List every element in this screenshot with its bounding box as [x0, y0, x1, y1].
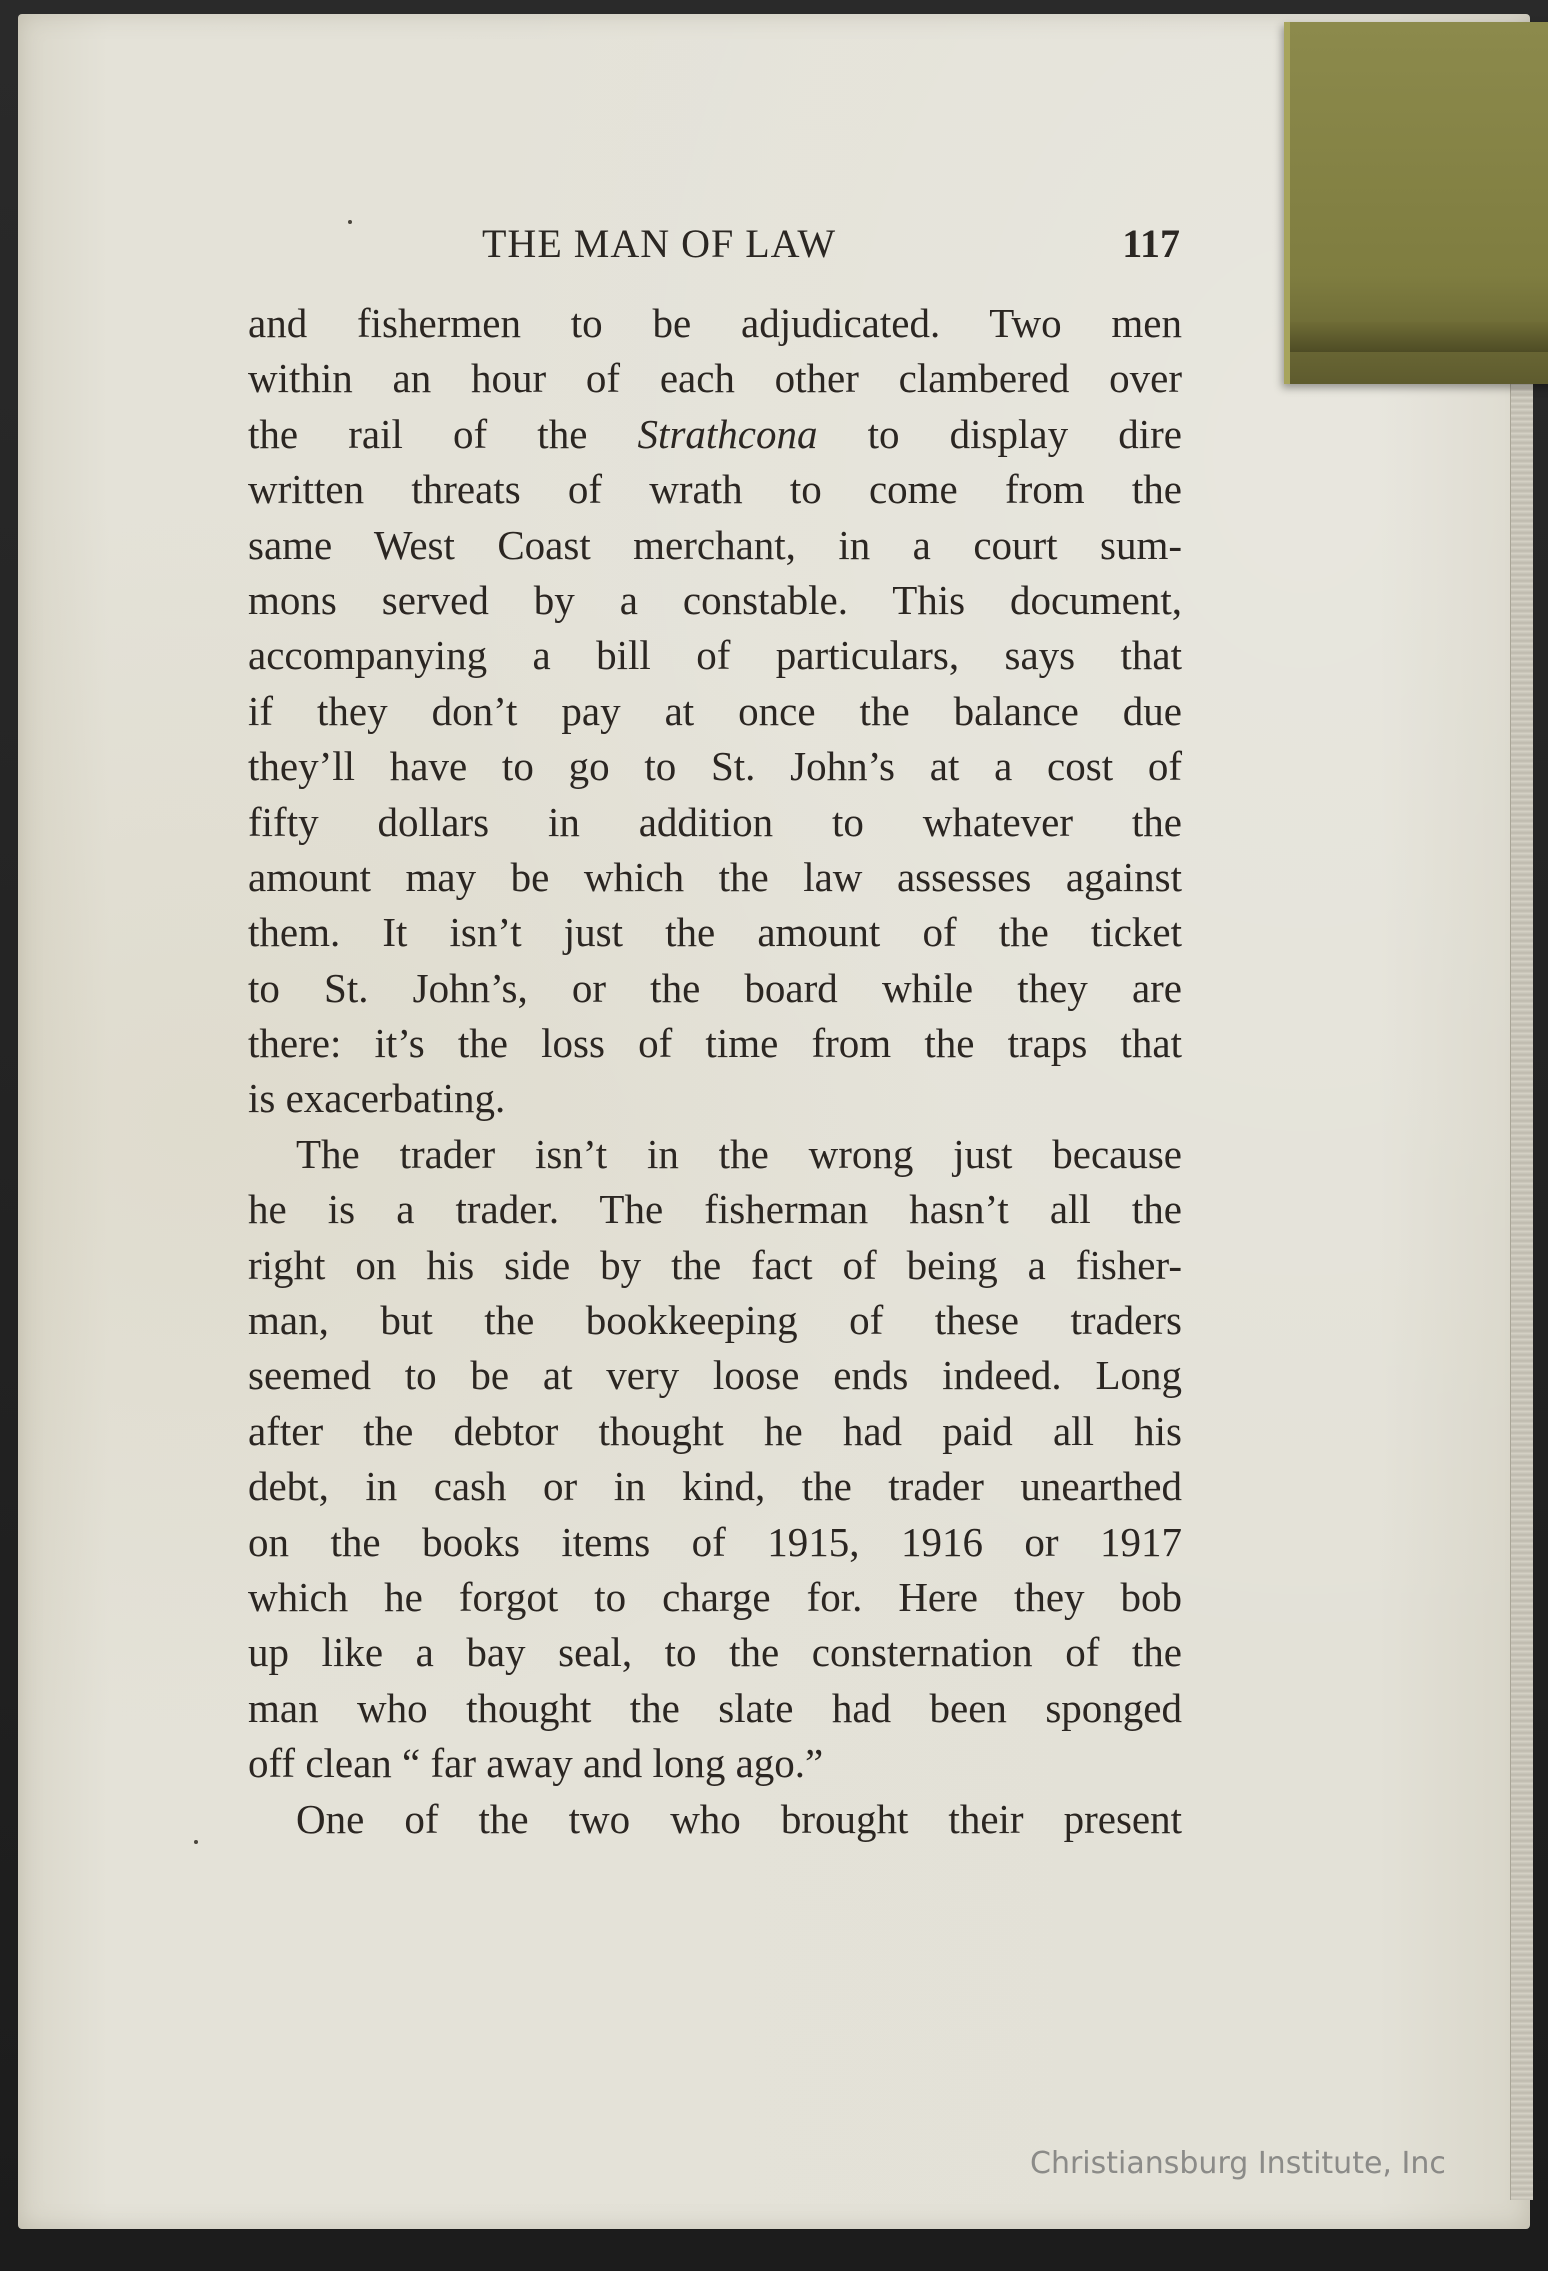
- text-line: and fishermen to be adjudicated. Two men: [248, 300, 1182, 346]
- text-line: debt, in cash or in kind, the trader unearthed: [248, 1463, 1182, 1510]
- text-line: within an hour of each other clambered over: [248, 355, 1182, 402]
- text-line: on the books items of 1915, 1916 or 1917: [248, 1518, 1182, 1565]
- text-line: if they don’t pay at once the balance due: [248, 687, 1182, 734]
- text-line: up like a bay seal, to the consternation of the: [248, 1629, 1182, 1676]
- text-line: is exacerbating.: [248, 1075, 506, 1122]
- ribbon-band: [1290, 322, 1548, 352]
- text-line: he is a trader. The fisherman hasn’t all the: [248, 1186, 1182, 1233]
- text-line: to St. John’s, or the board while they are: [248, 964, 1182, 1011]
- text-line: right on his side by the fact of being a fisher-: [248, 1241, 1182, 1288]
- text-line: after the debtor thought he had paid all his: [248, 1407, 1182, 1454]
- text-line: them. It isn’t just the amount of the ticket: [248, 909, 1182, 956]
- text-line: off clean “ far away and long ago.”: [248, 1740, 824, 1787]
- page-edge: [1510, 380, 1533, 2200]
- ship-name: Strathcona: [637, 410, 818, 457]
- watermark-text: Christiansburg Institute, Inc: [1030, 2146, 1446, 2181]
- bookmark-ribbon: [1284, 22, 1548, 384]
- text-line: fifty dollars in addition to whatever the: [248, 798, 1182, 845]
- text-line: which he forgot to charge for. Here they bob: [248, 1573, 1182, 1620]
- text-line: The trader isn’t in the wrong just because: [296, 1130, 1182, 1177]
- text-line: amount may be which the law assesses against: [248, 853, 1182, 900]
- text-line: man, but the bookkeeping of these traders: [248, 1297, 1182, 1344]
- text-line: One of the two who brought their present: [296, 1795, 1182, 1842]
- text-line: written threats of wrath to come from the: [248, 466, 1182, 513]
- body-text: [248, 296, 1182, 1847]
- running-head: [250, 214, 1180, 274]
- text-line: there: it’s the loss of time from the traps that: [248, 1020, 1182, 1067]
- text-line: man who thought the slate had been sponged: [248, 1684, 1182, 1731]
- text-line: the rail of the Strathcona to display dire: [248, 410, 1182, 457]
- page-number: 117: [1122, 221, 1180, 266]
- text-line: seemed to be at very loose ends indeed. Long: [248, 1352, 1182, 1399]
- paper-speck: [194, 1840, 198, 1844]
- text-line: they’ll have to go to St. John’s at a cost of: [248, 743, 1182, 790]
- chapter-title: THE MAN OF LAW: [482, 221, 837, 266]
- text-line: accompanying a bill of particulars, says that: [248, 632, 1182, 679]
- text-line: same West Coast merchant, in a court sum-: [248, 521, 1182, 568]
- text-line: mons served by a constable. This document,: [248, 576, 1182, 623]
- paper-speck: [348, 220, 352, 224]
